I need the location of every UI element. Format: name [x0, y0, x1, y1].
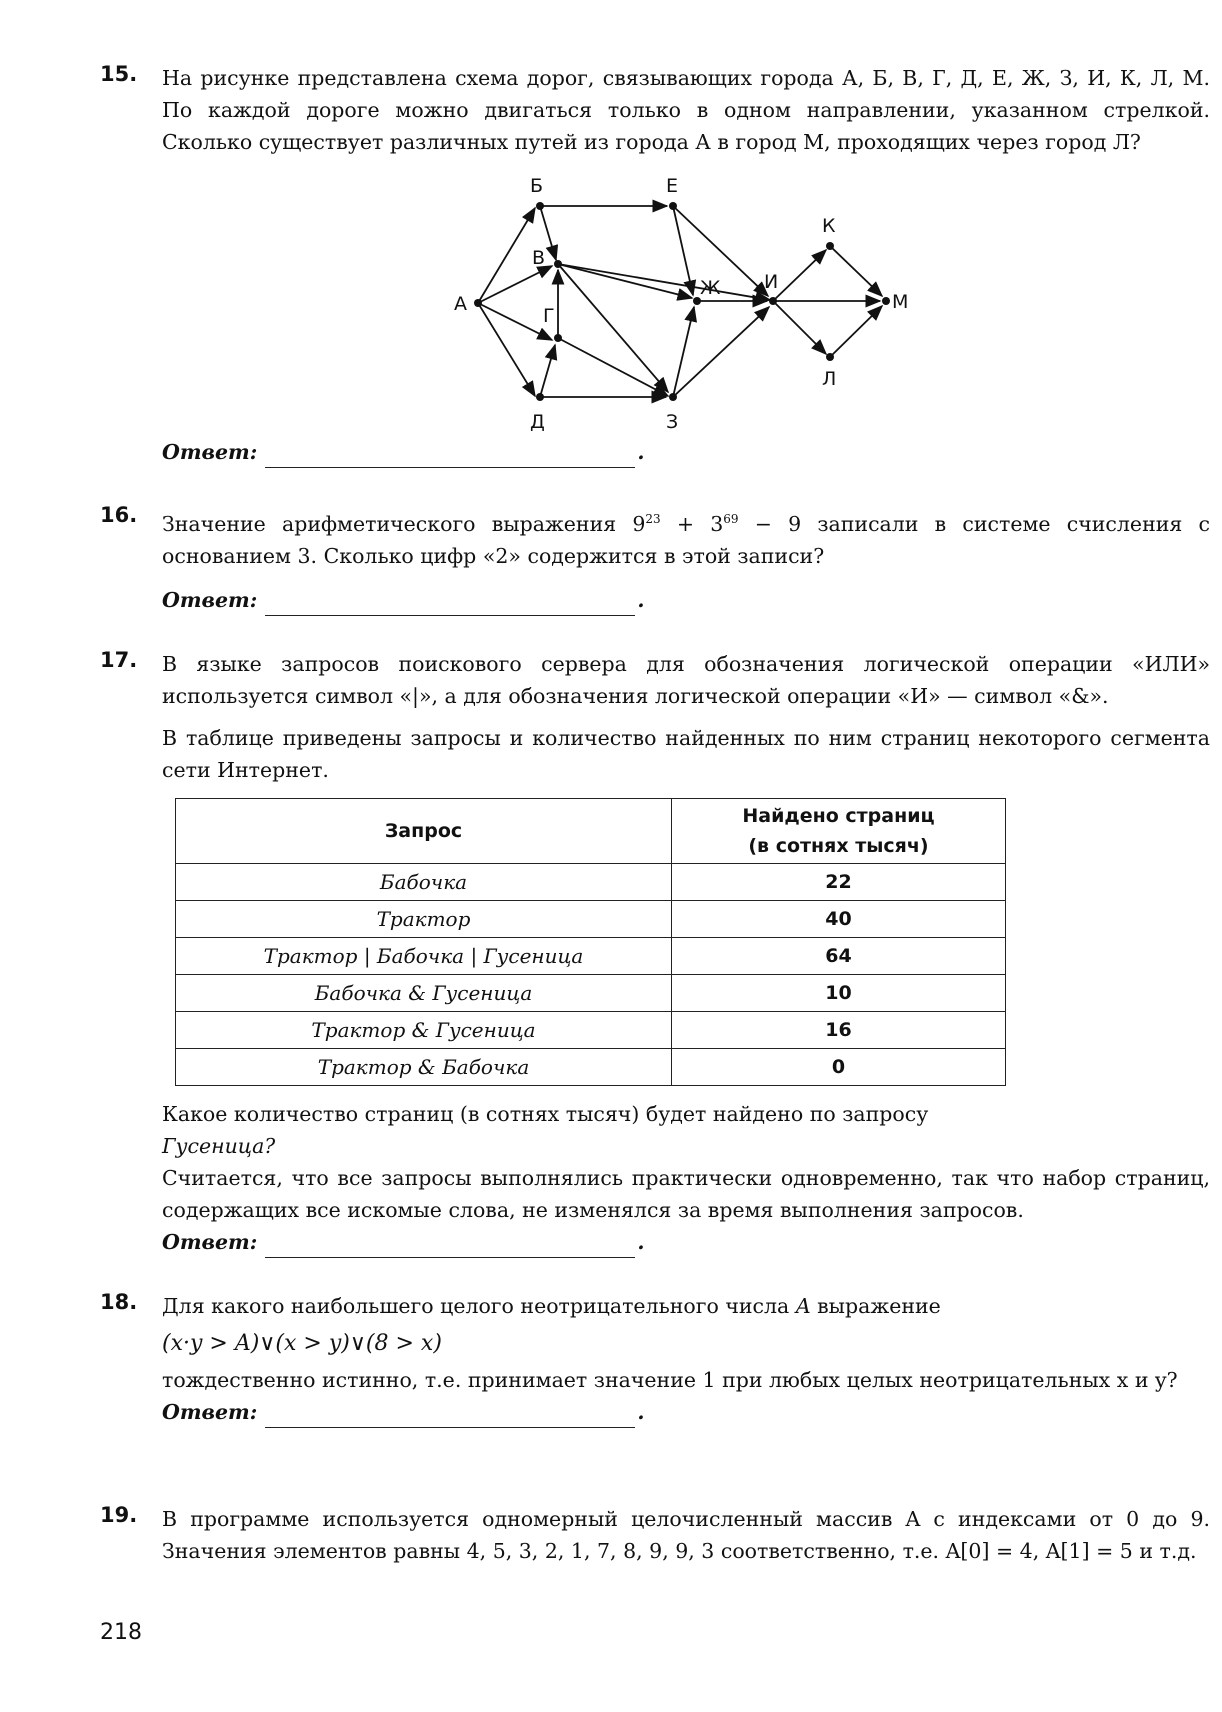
label-V: В: [532, 247, 546, 269]
problem-text: На рисунке представлена схема дорог, связывающих города А, Б, В, Г, Д, Е, Ж, З, И, К, Л, М. По каждой дороге можно двигаться только в одном направлении, указанном стрелкой. Сколько существует различных путей из города А в город М, проходящих через город Л?: [162, 66, 1210, 154]
edge-V-ZH: [558, 264, 692, 298]
node-K: [826, 242, 834, 250]
node-V: [554, 260, 562, 268]
edge-V-Z: [558, 264, 668, 392]
edge-D-G: [540, 345, 555, 397]
node-A: [474, 299, 482, 307]
label-G: Г: [543, 305, 555, 327]
query-table: [175, 798, 1006, 1086]
answer-label: Ответ:: [162, 1230, 258, 1254]
edge-E-ZH: [673, 206, 693, 295]
answer-label: Ответ:: [162, 1400, 258, 1424]
table-row: Бабочка 22: [176, 864, 1006, 901]
label-I: И: [764, 271, 779, 293]
node-G: [554, 334, 562, 342]
answer-field-18[interactable]: Ответ: .: [162, 1396, 1210, 1428]
edge-I-K: [773, 250, 826, 301]
road-graph: [0, 170, 1222, 470]
problem-number: 17.: [100, 648, 138, 672]
header-found: Найдено страниц (в сотнях тысяч): [672, 799, 1006, 864]
node-M: [882, 297, 890, 305]
edge-E-I: [673, 206, 768, 296]
label-L: Л: [822, 368, 837, 390]
problem-17: [100, 648, 1210, 1258]
problem-text-2: В таблице приведены запросы и количество найденных по ним страниц некоторого сегмента сети Интернет.: [162, 726, 1210, 782]
answer-line[interactable]: [265, 1233, 635, 1258]
label-E: Е: [666, 175, 679, 197]
label-D: Д: [530, 411, 545, 433]
edge-G-Z: [558, 338, 668, 396]
table-row: Трактор 40: [176, 901, 1006, 938]
question-word: Гусеница?: [162, 1134, 276, 1158]
formula: (x·y > A)∨(x > y)∨(8 > x): [162, 1331, 442, 1356]
edge-Z-I: [673, 307, 769, 397]
label-Z: З: [666, 411, 679, 433]
problem-18: [100, 1290, 1210, 1428]
problem-text: Для какого наибольшего целого неотрицательного числа A выражение: [162, 1294, 941, 1318]
problem-15-answer: [100, 436, 1210, 468]
problem-16: [100, 503, 1210, 616]
answer-label: Ответ:: [162, 587, 258, 612]
problem-15: [100, 62, 1210, 158]
problem-19: [100, 1503, 1210, 1567]
answer-label: Ответ:: [162, 440, 258, 464]
problem-number: 18.: [100, 1290, 138, 1314]
label-ZH: Ж: [700, 277, 721, 299]
label-K: К: [822, 215, 836, 237]
answer-line[interactable]: [265, 1403, 635, 1428]
node-L: [826, 353, 834, 361]
header-query: Запрос: [176, 799, 672, 864]
edge-Z-ZH: [673, 307, 694, 397]
label-M: М: [892, 291, 909, 313]
edge-K-M: [830, 246, 882, 296]
table-row: Трактор & Бабочка 0: [176, 1049, 1006, 1086]
problem-text-1: В языке запросов поискового сервера для обозначения логической операции «ИЛИ» используется символ «|», а для обозначения логической операции «И» — символ «&».: [162, 652, 1210, 708]
note-text: Считается, что все запросы выполнялись практически одновременно, так что набор страниц, содержащих все искомые слова, не изменялся за время выполнения запросов.: [162, 1166, 1210, 1222]
node-B: [536, 202, 544, 210]
node-I: [769, 297, 777, 305]
answer-field-17[interactable]: Ответ: .: [162, 1226, 1210, 1258]
node-E: [669, 202, 677, 210]
problem-number: 19.: [100, 1503, 138, 1527]
edge-I-L: [773, 301, 826, 354]
page-number: 218: [100, 1620, 142, 1645]
answer-line[interactable]: [265, 443, 635, 468]
problem-number: 15.: [100, 62, 138, 86]
node-D: [536, 393, 544, 401]
answer-field-16[interactable]: Ответ: .: [162, 584, 1210, 616]
edge-L-M: [830, 306, 882, 357]
answer-line[interactable]: [265, 591, 635, 616]
problem-text-cont: тождественно истинно, т.е. принимает значение 1 при любых целых неотрицательных x и y?: [162, 1368, 1178, 1392]
question-text: Какое количество страниц (в сотнях тысяч) будет найдено по запросу: [162, 1102, 929, 1126]
table-row: Трактор | Бабочка | Гусеница 64: [176, 938, 1006, 975]
edge-V-I: [558, 264, 770, 300]
problem-text: В программе используется одномерный целочисленный массив A с индексами от 0 до 9. Значения элементов равны 4, 5, 3, 2, 1, 7, 8, 9, 9, 3 соответственно, т.е. A[0] = 4, A[1] = 5 и т.д.: [162, 1507, 1210, 1563]
node-Z: [669, 393, 677, 401]
label-A: А: [454, 293, 467, 315]
problem-number: 16.: [100, 503, 138, 527]
label-B: Б: [530, 175, 544, 197]
table-row: Бабочка & Гусеница 10: [176, 975, 1006, 1012]
table-row: Трактор & Гусеница 16: [176, 1012, 1006, 1049]
answer-field-15[interactable]: Ответ: .: [162, 436, 1210, 468]
problem-text: Значение арифметического выражения $9^{23} + 3^{69} - 9$ записали в системе счисления с основанием 3. Сколько цифр «2» содержится в этой записи?: [162, 511, 1210, 568]
